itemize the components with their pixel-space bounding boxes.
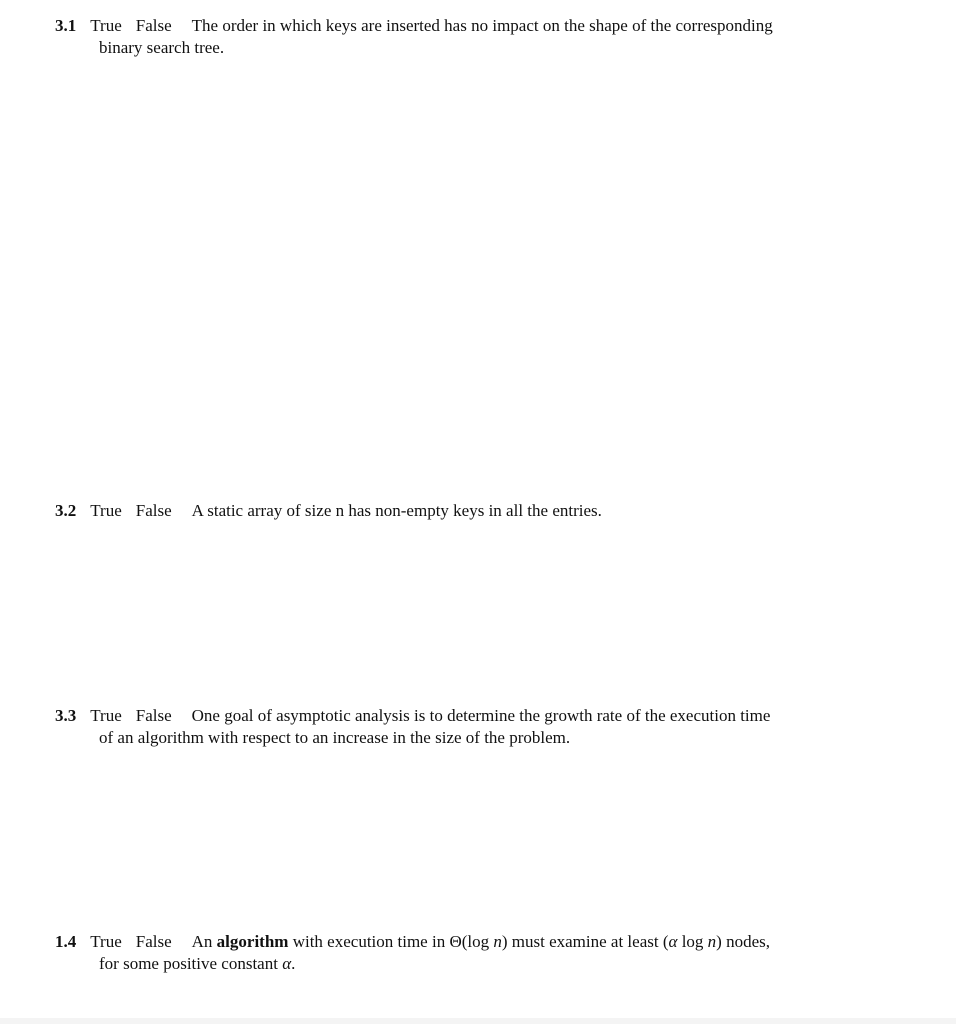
math-variable: α [282,954,292,973]
statement-text: with execution time in Θ(log [292,932,490,951]
false-option: False [135,706,172,725]
question-number: 3.2 [55,501,77,520]
question-number: 1.4 [55,932,77,951]
true-option: True [90,706,122,725]
statement-text: An [191,932,213,951]
math-variable: n [493,932,502,951]
statement-text: . [291,954,296,973]
statement-text: for some positive constant [99,954,278,973]
statement-text: ) nodes, [716,932,770,951]
page-bottom-edge [0,1018,956,1024]
question-number: 3.3 [55,706,77,725]
bold-term: algorithm [216,932,289,951]
true-option: True [90,16,122,35]
false-option: False [135,932,172,951]
statement-line-1: One goal of asymptotic analysis is to determine the growth rate of the execution time [191,706,771,725]
math-variable: α [668,932,678,951]
true-option: True [90,501,122,520]
question-3-1 [55,15,905,59]
question-3-3 [55,705,905,749]
statement-line-1: A static array of size n has non-empty keys in all the entries. [191,501,602,520]
question-1-4 [55,931,905,975]
true-option: True [90,932,122,951]
question-number: 3.1 [55,16,77,35]
math-variable: n [707,932,717,951]
statement-line-2: binary search tree. [99,38,225,57]
question-3-2 [55,500,905,522]
statement-text: log [677,932,704,951]
statement-line-2: of an algorithm with respect to an increase in the size of the problem. [99,728,571,747]
statement-line-1 [192,932,770,951]
statement-line-2 [99,953,905,975]
false-option: False [135,16,172,35]
false-option: False [135,501,172,520]
statement-text: ) must examine at least ( [501,932,669,951]
statement-line-1: The order in which keys are inserted has no impact on the shape of the corresponding [191,16,773,35]
